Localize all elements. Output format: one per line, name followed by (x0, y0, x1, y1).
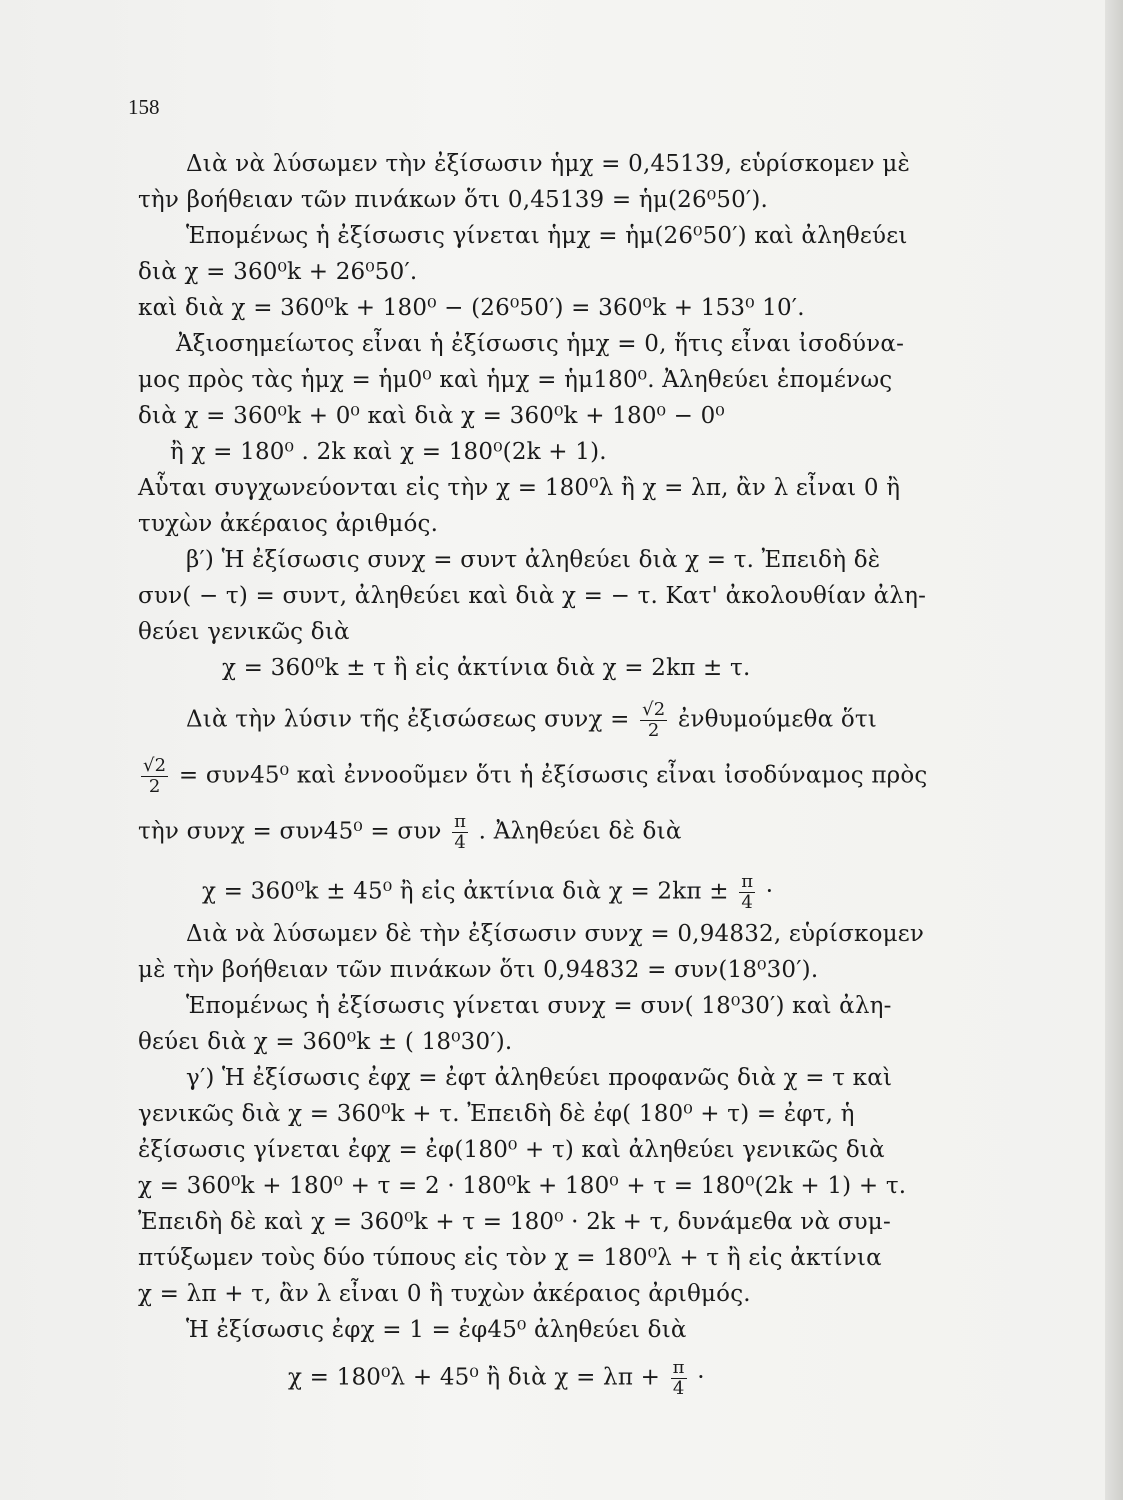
text-line-15: χ = 360⁰k ± τ ἢ εἰς ἀκτίνια διὰ χ = 2kπ ± τ. (222, 655, 751, 681)
fraction-denominator: 2 (148, 776, 161, 797)
fraction-denominator: 4 (741, 892, 754, 913)
fraction-pi-over-4 (671, 1358, 687, 1399)
text-line-8: διὰ χ = 360⁰k + 0⁰ καὶ διὰ χ = 360⁰k + 180⁰ − 0⁰ (138, 403, 725, 429)
text-line-23: θεύει διὰ χ = 360⁰k ± ( 18⁰30′). (138, 1029, 513, 1055)
text-line-19 (202, 872, 773, 913)
text-line-16 (186, 700, 877, 741)
fraction-numerator: π (741, 871, 754, 892)
text-line-12: β′) Ἡ ἐξίσωσις συνχ = συντ ἀληθεύει διὰ χ = τ. Ἐπειδὴ δὲ (186, 547, 881, 573)
text-line-19-a: χ = 360⁰k ± 45⁰ ἢ εἰς ἀκτίνια διὰ χ = 2kπ ± (202, 878, 729, 905)
text-line-28: Ἐπειδὴ δὲ καὶ χ = 360⁰k + τ = 180⁰ · 2k + τ, δυνάμεθα νὰ συμ- (138, 1209, 891, 1235)
fraction-numerator: √2 (642, 699, 666, 720)
text-line-3: Ἑπομένως ἡ ἐξίσωσις γίνεται ἡμχ = ἡμ(26⁰50′) καὶ ἀληθεύει (186, 223, 908, 249)
fraction-numerator: √2 (143, 755, 167, 776)
text-line-6: Ἀξιοσημείωτος εἶναι ἡ ἐξίσωσις ἡμχ = 0, ἥτις εἶναι ἰσοδύνα- (176, 331, 905, 357)
text-line-20: Διὰ νὰ λύσωμεν δὲ τὴν ἐξίσωσιν συνχ = 0,94832, εὑρίσκομεν (186, 921, 925, 947)
text-line-7: μος πρὸς τὰς ἡμχ = ἡμ0⁰ καὶ ἡμχ = ἡμ180⁰. Ἀληθεύει ἑπομένως (138, 367, 893, 393)
text-line-31: Ἡ ἐξίσωσις ἐφχ = 1 = ἐφ45⁰ ἀληθεύει διὰ (186, 1317, 687, 1343)
text-line-18 (138, 812, 682, 853)
page-number: 158 (128, 95, 160, 119)
text-line-2: τὴν βοήθειαν τῶν πινάκων ὅτι 0,45139 = ἡμ(26⁰50′). (138, 187, 769, 213)
text-line-32-dot: · (697, 1364, 705, 1391)
text-line-18-b: . Ἀληθεύει δὲ διὰ (478, 818, 682, 845)
text-line-29: πτύξωμεν τοὺς δύο τύπους εἰς τὸν χ = 180⁰λ + τ ἢ εἰς ἀκτίνια (138, 1245, 882, 1271)
text-line-25: γενικῶς διὰ χ = 360⁰k + τ. Ἐπειδὴ δὲ ἐφ( 180⁰ + τ) = ἐφτ, ἡ (138, 1101, 855, 1127)
text-line-5: καὶ διὰ χ = 360⁰k + 180⁰ − (26⁰50′) = 360⁰k + 153⁰ 10′. (138, 295, 805, 321)
text-line-14: θεύει γενικῶς διὰ (138, 619, 350, 645)
text-line-9: ἢ χ = 180⁰ . 2k καὶ χ = 180⁰(2k + 1). (170, 439, 607, 465)
text-line-17-a: = συν45⁰ καὶ ἐννοοῦμεν ὅτι ἡ ἐξίσωσις εἶναι ἰσοδύναμος πρὸς (178, 762, 928, 789)
text-line-21: μὲ τὴν βοήθειαν τῶν πινάκων ὅτι 0,94832 = συν(18⁰30′). (138, 957, 819, 983)
fraction-denominator: 4 (454, 832, 466, 853)
fraction-sqrt2-over-2 (640, 700, 667, 741)
text-line-22: Ἑπομένως ἡ ἐξίσωσις γίνεται συνχ = συν( 18⁰30′) καὶ ἀλη- (186, 993, 892, 1019)
text-line-18-a: τὴν συνχ = συν45⁰ = συν (138, 818, 442, 845)
text-line-10: Αὗται συγχωνεύονται εἰς τὴν χ = 180⁰λ ἢ χ = λπ, ἂν λ εἶναι 0 ἢ (138, 475, 901, 501)
page-spine-shadow (1105, 0, 1123, 1500)
text-line-26: ἐξίσωσις γίνεται ἐφχ = ἐφ(180⁰ + τ) καὶ ἀληθεύει γενικῶς διὰ (138, 1137, 885, 1163)
text-line-11: τυχὼν ἀκέραιος ἀριθμός. (138, 511, 439, 537)
text-line-27: χ = 360⁰k + 180⁰ + τ = 2 · 180⁰k + 180⁰ + τ = 180⁰(2k + 1) + τ. (138, 1173, 907, 1199)
fraction-numerator: π (672, 1357, 685, 1378)
text-line-1: Διὰ νὰ λύσωμεν τὴν ἐξίσωσιν ἡμχ = 0,45139, εὑρίσκομεν μὲ (186, 151, 911, 177)
text-line-32-a: χ = 180⁰λ + 45⁰ ἢ διὰ χ = λπ + (288, 1364, 661, 1391)
fraction-pi-over-4 (739, 872, 755, 913)
fraction-denominator: 4 (672, 1378, 685, 1399)
fraction-sqrt2-over-2 (141, 756, 168, 797)
text-line-16-a: Διὰ τὴν λύσιν τῆς ἐξισώσεως συνχ = (186, 706, 630, 733)
fraction-denominator: 2 (647, 720, 660, 741)
text-line-30: χ = λπ + τ, ἂν λ εἶναι 0 ἢ τυχὼν ἀκέραιος ἀριθμός. (138, 1281, 751, 1307)
text-line-32 (288, 1358, 705, 1399)
text-line-16-b: ἐνθυμούμεθα ὅτι (677, 706, 878, 733)
text-line-24: γ′) Ἡ ἐξίσωσις ἐφχ = ἐφτ ἀληθεύει προφανῶς διὰ χ = τ καὶ (186, 1065, 893, 1091)
text-line-17 (138, 756, 928, 797)
text-line-4: διὰ χ = 360⁰k + 26⁰50′. (138, 259, 418, 285)
text-line-13: συν( − τ) = συντ, ἀληθεύει καὶ διὰ χ = − τ. Κατ' ἀκολουθίαν ἀλη- (138, 583, 927, 609)
fraction-numerator: π (454, 811, 467, 832)
text-line-19-dot: · (765, 878, 774, 905)
fraction-pi-over-4 (452, 812, 468, 853)
